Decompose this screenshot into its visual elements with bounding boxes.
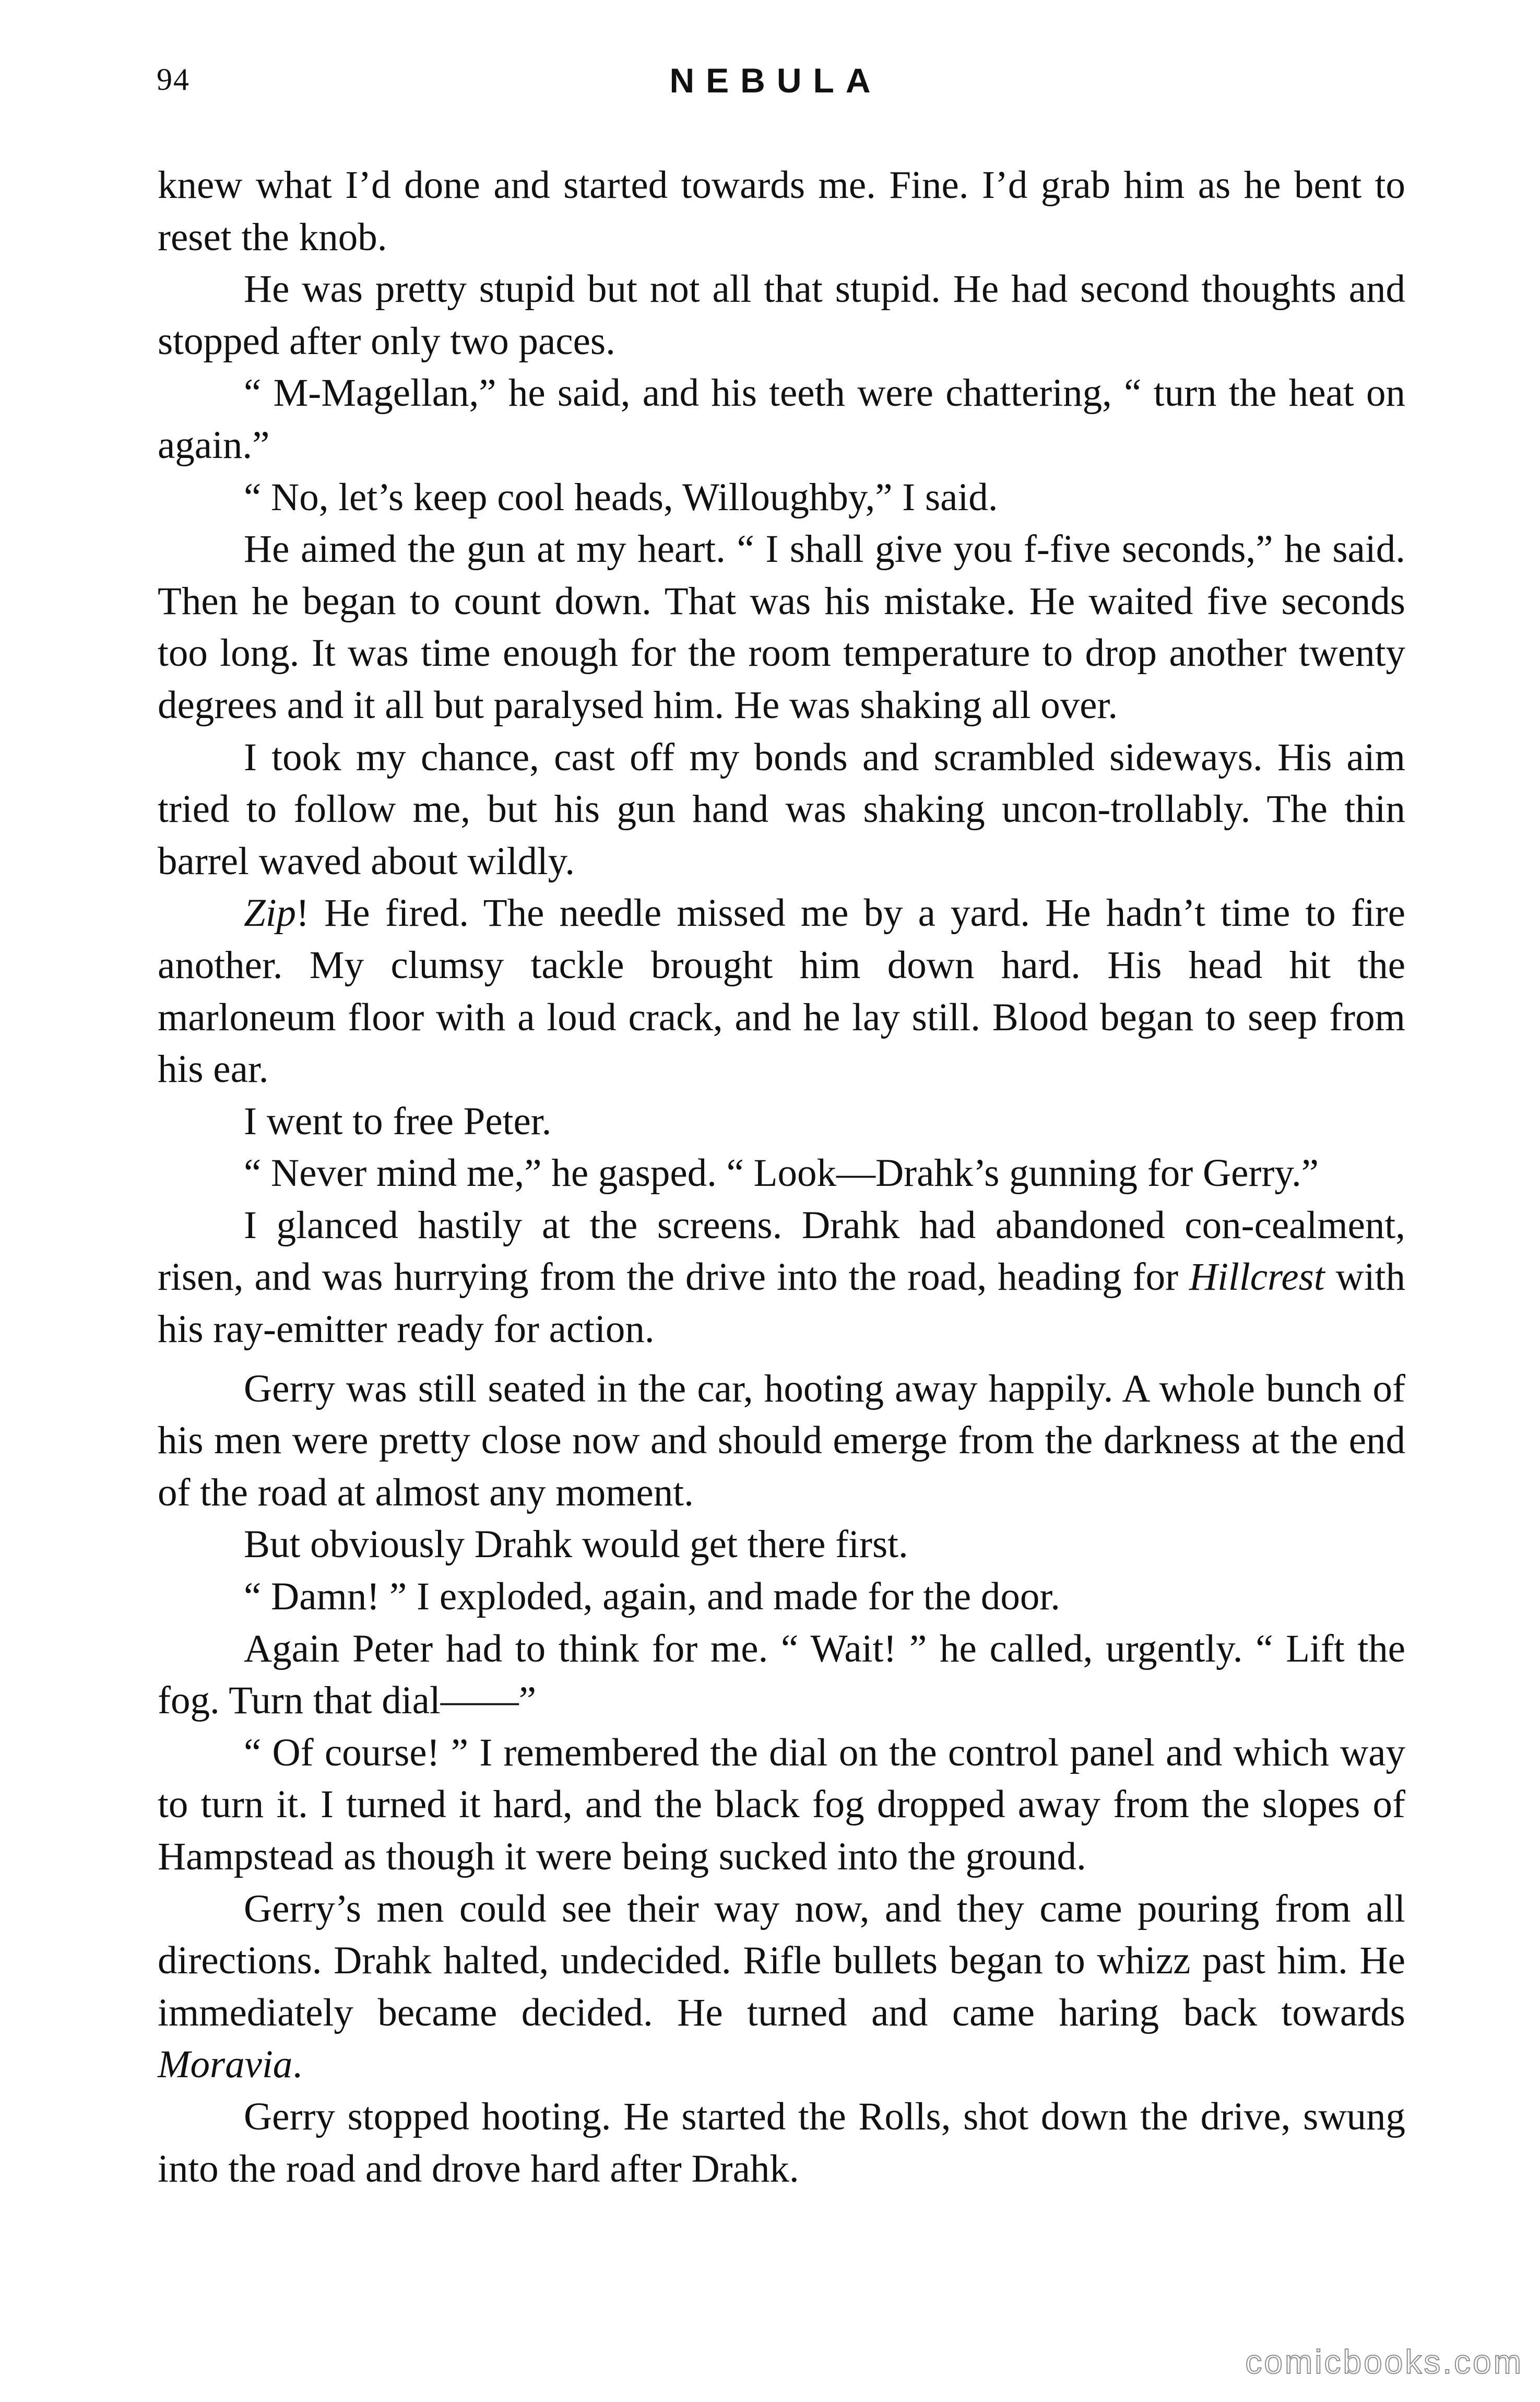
paragraph: I went to free Peter. — [244, 1099, 552, 1143]
paragraph — [158, 887, 1405, 1095]
paragraph: “ Damn! ” I exploded, again, and made for the door. — [244, 1575, 1061, 1619]
paragraph: But obviously Drahk would get there first. — [244, 1523, 908, 1567]
paragraph: Gerry was still seated in the car, hooting away happily. A whole bunch of his men were pretty close now and should emerge from the darkness at the end of the road at almost any moment. — [158, 1367, 1405, 1514]
paragraph-continued: knew what I’d done and started towards me. Fine. I’d grab him as he bent to reset the knob. — [158, 163, 1405, 259]
running-title: NEBULA — [669, 61, 882, 100]
paragraph: Again Peter had to think for me. “ Wait! ” he called, urgently. “ Lift the fog. Turn that dial——” — [158, 1627, 1405, 1723]
body-text — [158, 159, 1405, 2195]
paragraph: Gerry stopped hooting. He started the Rolls, shot down the drive, swung into the road and drove hard after Drahk. — [158, 2094, 1405, 2191]
paragraph-text: with his ray-emitter ready for action. — [158, 1255, 1406, 1351]
paragraph: “ M-Magellan,” he said, and his teeth were chattering, “ turn the heat on again.” — [158, 371, 1405, 467]
italic-word: Zip — [244, 891, 297, 935]
paragraph-text: Gerry’s men could see their way now, and they came pouring from all directions. Drahk halted, undecided. Rifle bullets began to whizz past him. He immediately became decided. He turned and came haring back towards — [158, 1887, 1405, 2034]
italic-house-name: Moravia — [158, 2043, 293, 2087]
paragraph — [158, 1883, 1405, 2091]
paragraph-text: ! He fired. The needle missed me by a yard. He hadn’t time to fire another. My clumsy tackle brought him down hard. His head hit the marloneum floor with a loud crack, and he lay still. Blood began to seep from his ear. — [158, 891, 1405, 1091]
paragraph-text: I glanced hastily at the screens. Drahk had abandoned con-cealment, risen, and was hurrying from the drive into the road, heading for — [158, 1203, 1405, 1299]
paragraph: “ Of course! ” I remembered the dial on the control panel and which way to turn it. I turned it hard, and the black fog dropped away from the slopes of Hampstead as though it were being sucked into the ground. — [158, 1730, 1405, 1878]
italic-house-name: Hillcrest — [1189, 1255, 1325, 1299]
paragraph: “ No, let’s keep cool heads, Willoughby,” I said. — [244, 475, 998, 519]
paragraph: “ Never mind me,” he gasped. “ Look—Drahk’s gunning for Gerry.” — [244, 1151, 1319, 1195]
paragraph: I took my chance, cast off my bonds and scrambled sideways. His aim tried to follow me, but his gun hand was shaking uncon-trollably. The thin barrel waved about wildly. — [158, 735, 1405, 883]
page-number: 94 — [157, 62, 190, 97]
paragraph — [158, 1199, 1405, 1356]
paragraph-text: . — [292, 2043, 303, 2087]
watermark: comicbooks.com — [1245, 2343, 1523, 2381]
paragraph: He aimed the gun at my heart. “ I shall give you f-five seconds,” he said. Then he began to count down. That was his mistake. He waited five seconds too long. It was time enough for the room temperature to drop another twenty degrees and it all but paralysed him. He was shaking all over. — [158, 527, 1405, 727]
paragraph: He was pretty stupid but not all that stupid. He had second thoughts and stopped after only two paces. — [158, 267, 1405, 363]
